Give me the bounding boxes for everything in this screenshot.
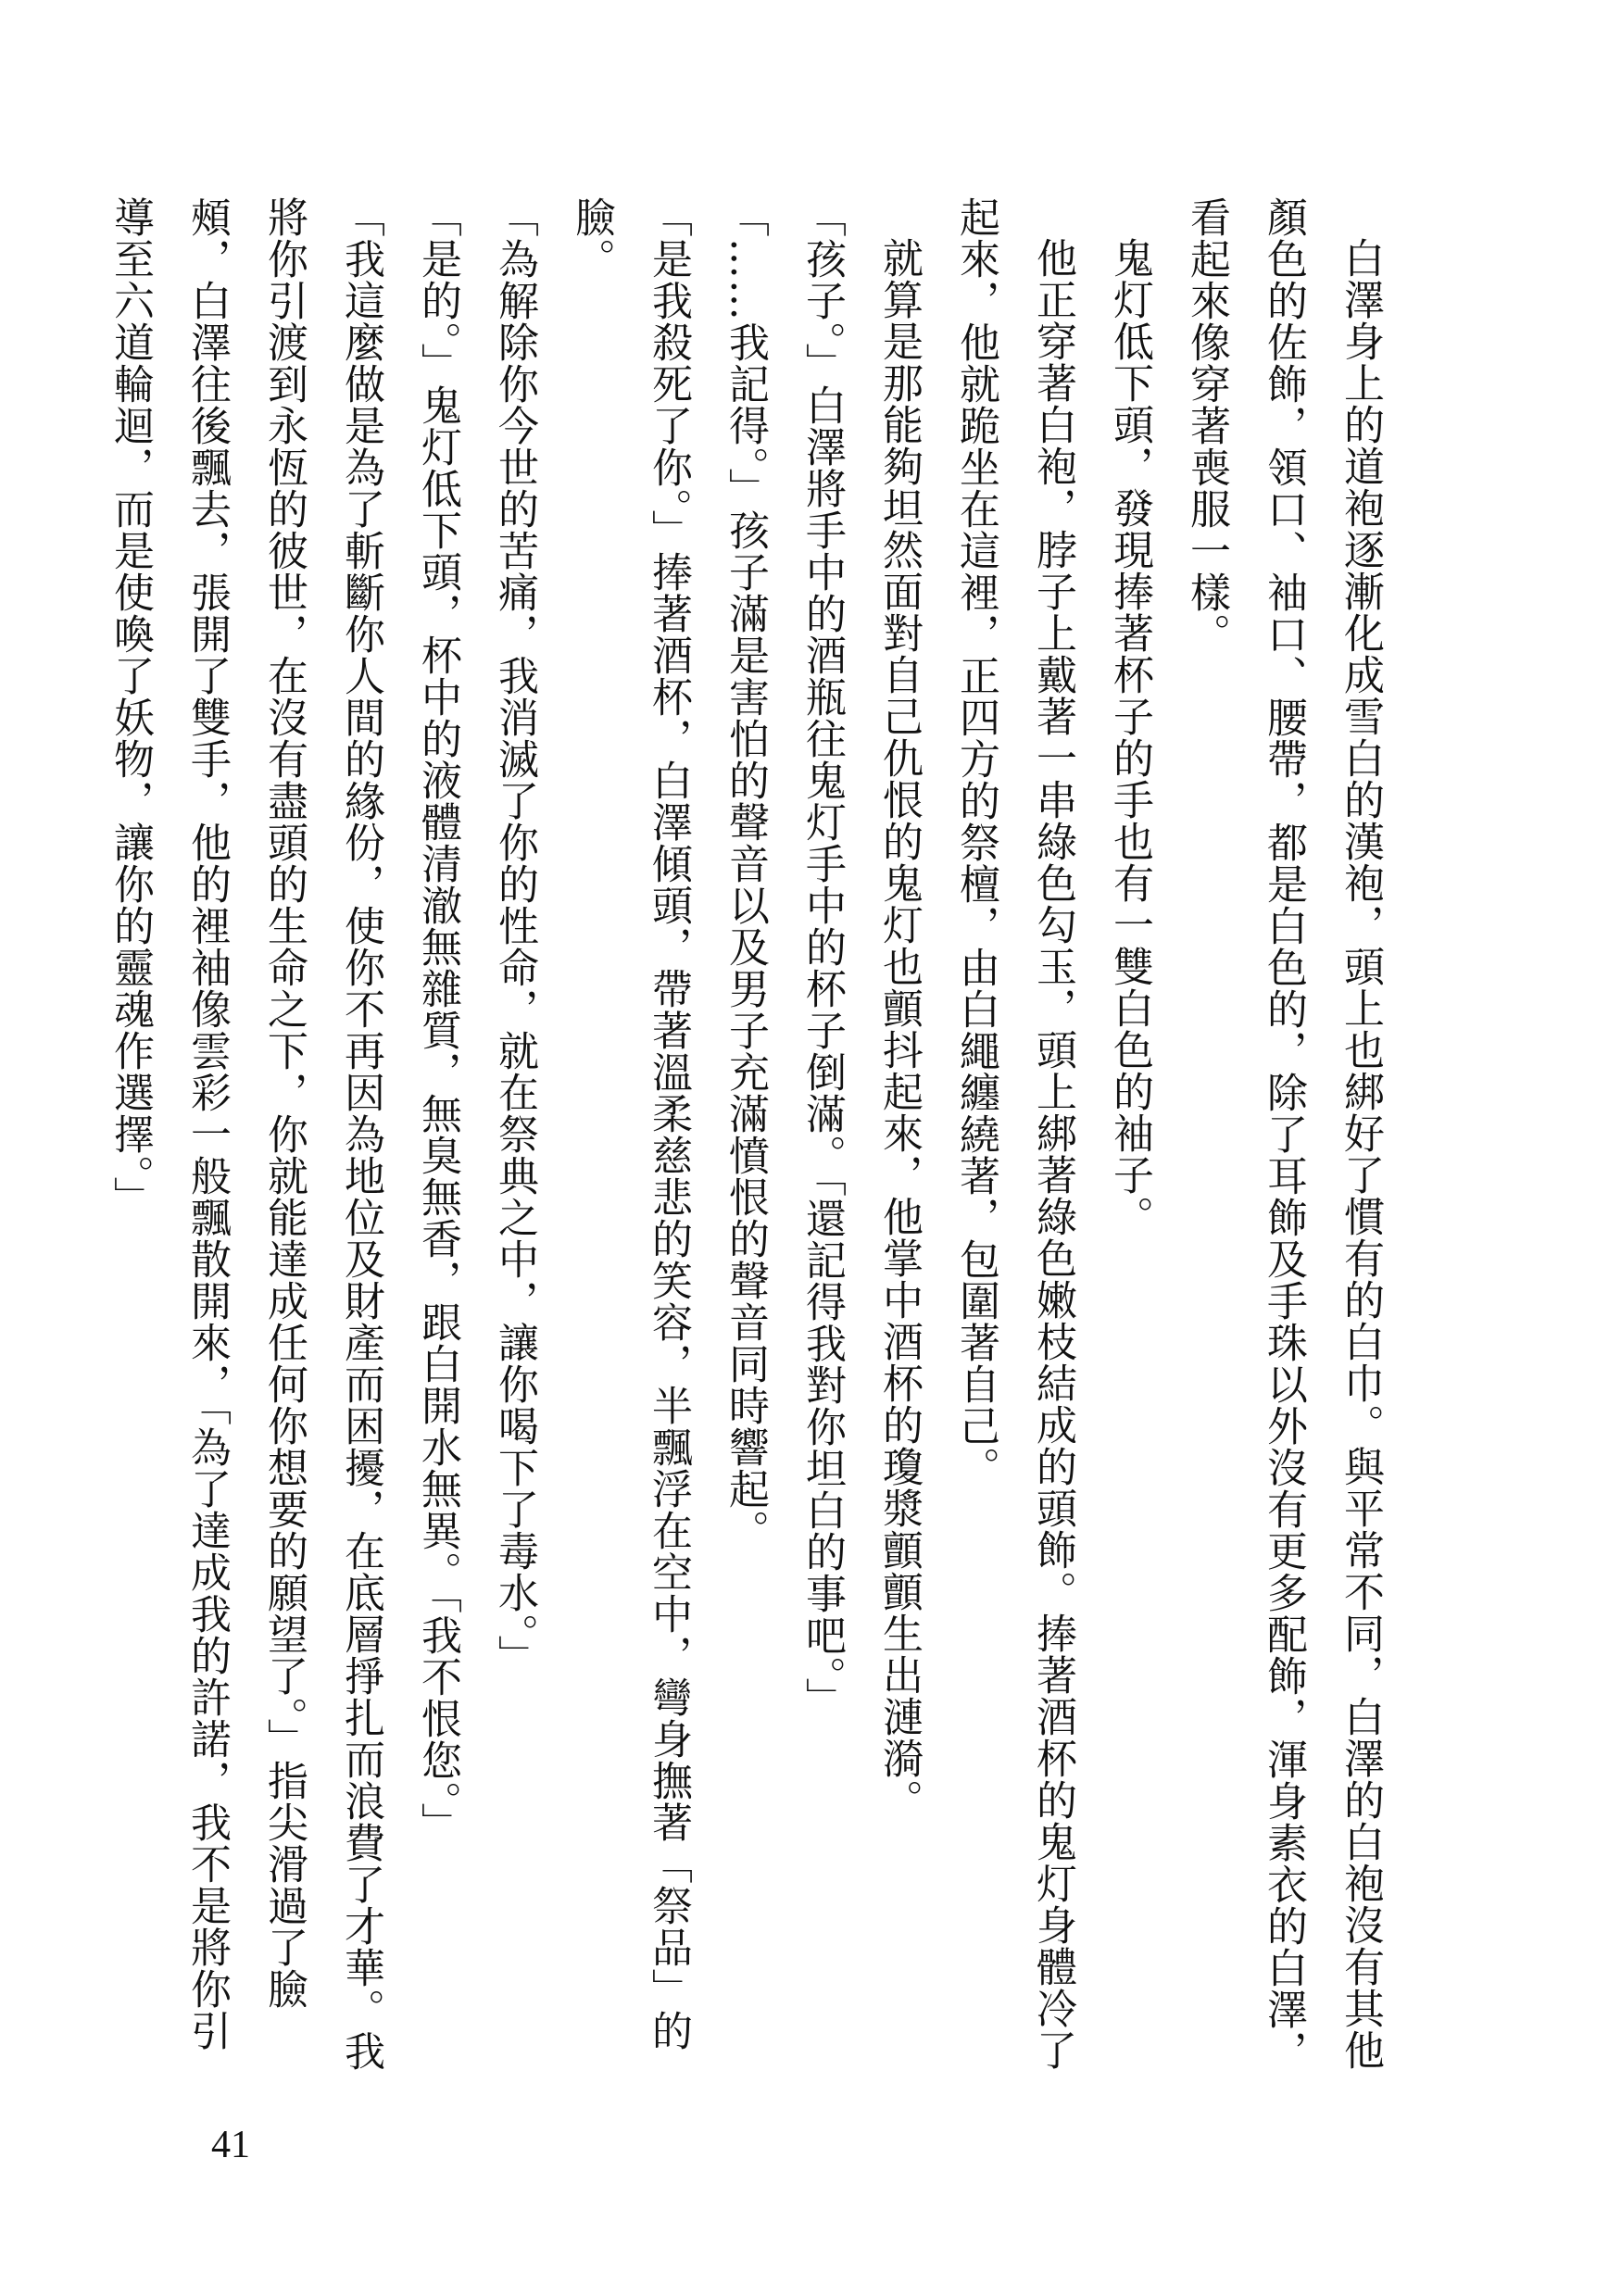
paragraph-7: 「是我殺死了你。」捧著酒杯，白澤傾頭，帶著溫柔慈悲的笑容，半飄浮在空中，彎身撫著「祭品」的臉。 bbox=[568, 196, 692, 2051]
paragraph-4: 就算是那能夠坦然面對自己仇恨的鬼灯也顫抖起來，他掌中酒杯的瓊漿顫顫生出漣漪。 bbox=[875, 237, 923, 1821]
paragraph-1: 白澤身上的道袍逐漸化成雪白的漢袍，頭上也綁好了慣有的白巾。與平常不同，白澤的白袍沒有其他顏色的佐飾，領口、袖口、腰帶，都是白色的，除了耳飾及手珠以外沒有更多配飾，渾身素衣的白澤，看起來像穿著喪服一樣。 bbox=[1183, 196, 1384, 2072]
paragraph-8: 「為解除你今世的苦痛，我消滅了你的性命，就在祭典之中，讓你喝下了毒水。」 bbox=[491, 196, 538, 1676]
paragraph-9: 「是的。」鬼灯低下頭，杯中的液體清澈無雜質，無臭無香，跟白開水無異。「我不恨您。」 bbox=[414, 196, 461, 1844]
paragraph-3: 他正穿著白袍，脖子上戴著一串綠色勾玉，頭上綁著綠色嫩枝結成的頭飾。捧著酒杯的鬼灯身體冷了起來，他就跪坐在這裡，正四方的祭檀，由白繩纏繞著，包圍著自己。 bbox=[952, 196, 1076, 2071]
page-number: 41 bbox=[211, 2124, 250, 2166]
paragraph-6: 「……我記得。」孩子滿是害怕的聲音以及男子充滿憤恨的聲音同時響起。 bbox=[722, 196, 769, 1551]
paragraph-2: 鬼灯低下頭，發現捧著杯子的手也有一雙白色的袖子。 bbox=[1106, 237, 1153, 1237]
paragraph-10: 「我這麼做是為了斬斷你人間的緣份，使你不再因為地位及財產而困擾，在底層掙扎而浪費了才華。我將你引渡到永恆的彼世，在沒有盡頭的生命之下，你就能達成任何你想要的願望了。」指尖滑過了臉頰，白澤往後飄去，張開了雙手，他的裡袖像雲彩一般飄散開來，「為了達成我的許諾，我不是將你引導至六道輪迴，而是使喚了妖物，讓你的靈魂作選擇。」 bbox=[107, 196, 384, 2072]
vertical-text-body bbox=[107, 196, 1399, 2086]
paragraph-5: 「孩子。」白澤將手中的酒瓶往鬼灯手中的杯子倒滿。「還記得我對你坦白的事吧。」 bbox=[798, 196, 846, 1719]
